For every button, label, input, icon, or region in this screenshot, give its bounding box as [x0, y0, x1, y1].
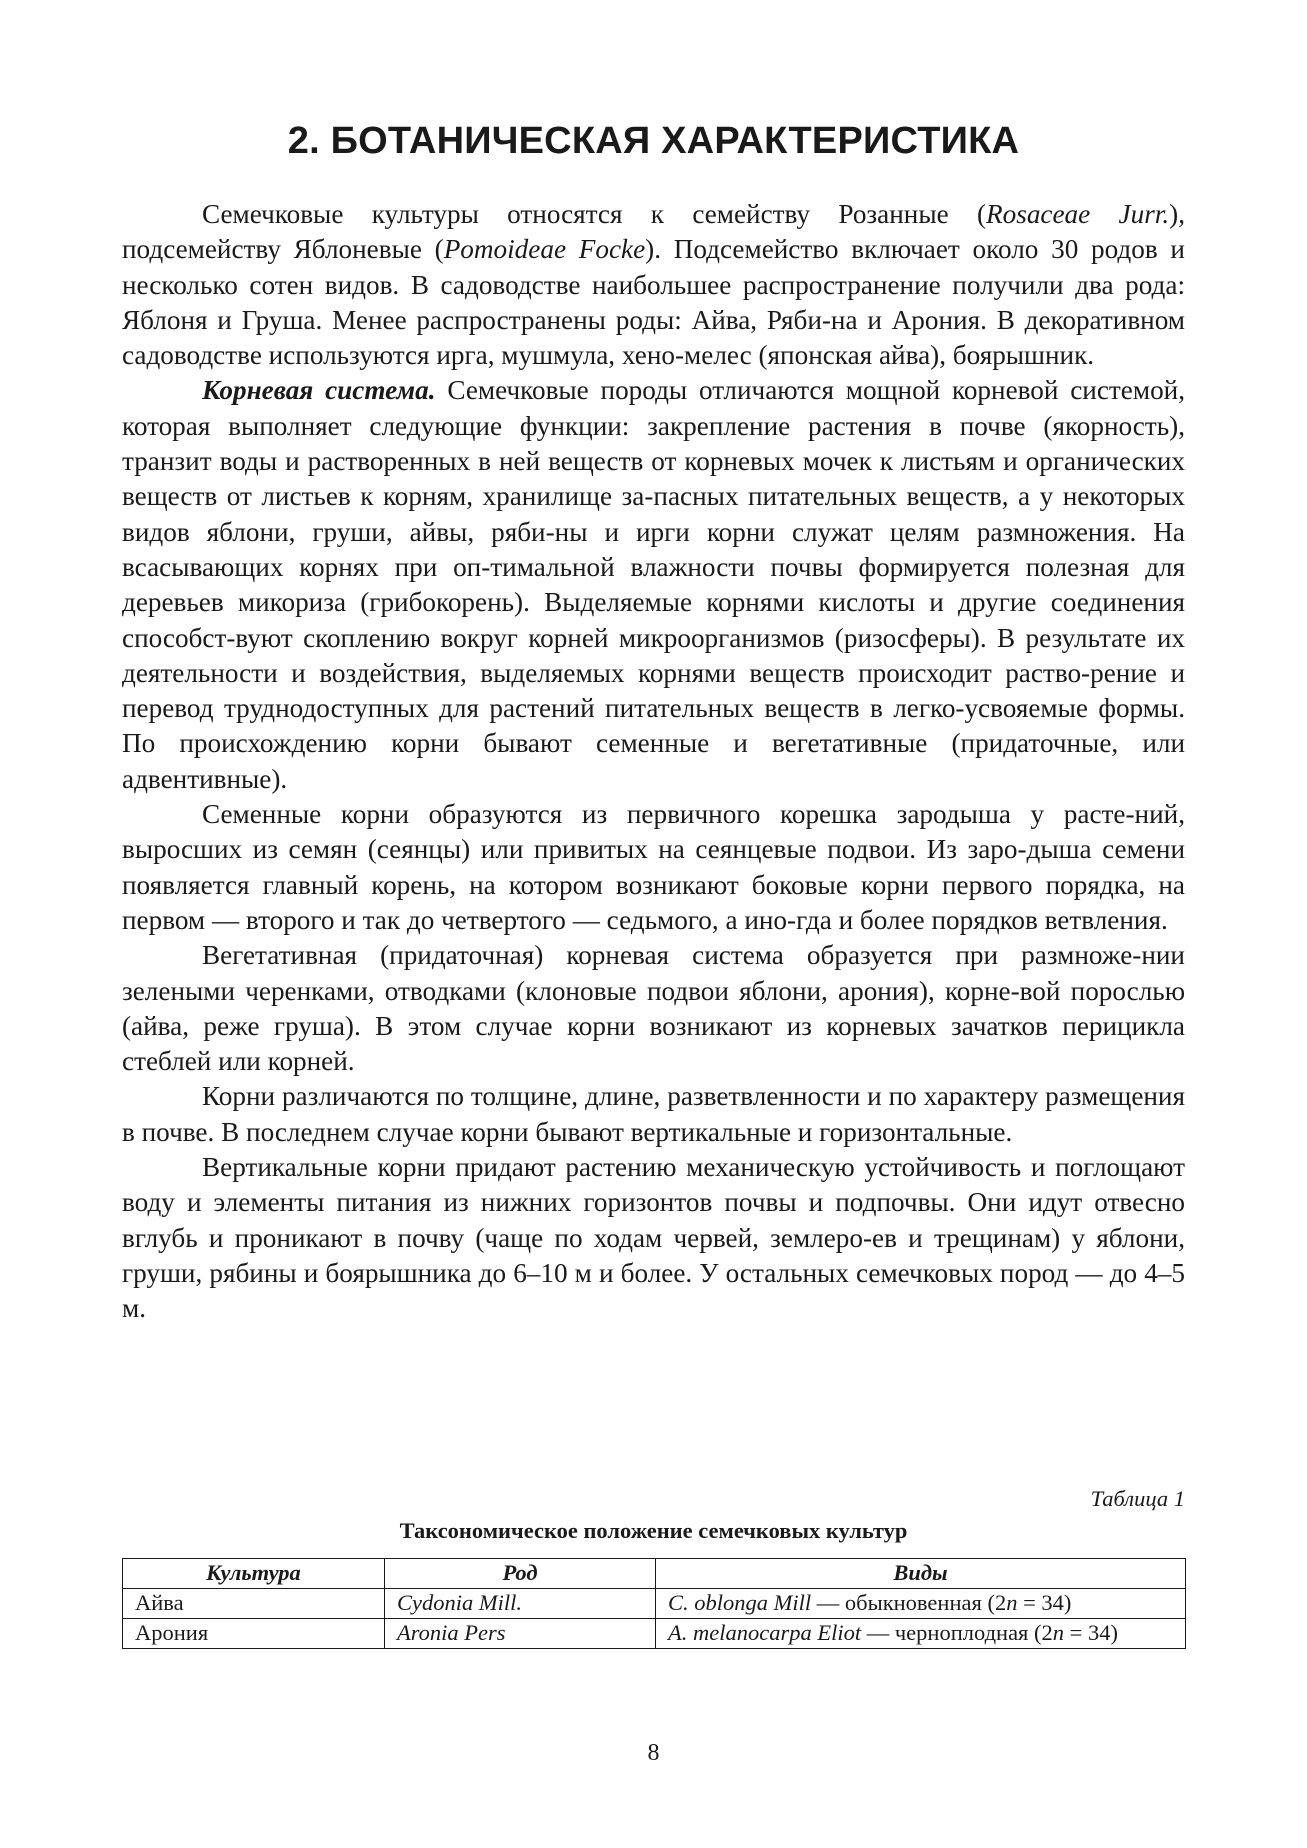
species-text: — обыкновенная (2 [811, 1590, 1007, 1615]
species-text: = 34) [1017, 1590, 1072, 1615]
table-title: Таксономическое положение семечковых культур [399, 1518, 908, 1543]
species-text: — черноплодная (2 [861, 1620, 1053, 1645]
page-title: 2. БОТАНИЧЕСКАЯ ХАРАКТЕРИСТИКА [287, 120, 1020, 162]
species-latin: C. oblonga Mill [668, 1590, 812, 1615]
paragraph-intro [122, 197, 1185, 373]
paragraph-seed-roots: Семенные корни образуются из первичного корешка зародыша у расте-ний, выросших из семян (сеянцы) или привитых на сеянцевые подвои. Из заро-дыша семени появляется главный корень, на котором возникают боковые корни первого порядка, на первом — второго и так до четвертого — седьмого, а ино-гда и более порядков ветвления. [122, 799, 1185, 935]
paragraph-vertical-roots: Вертикальные корни придают растению механическую устойчивость и поглощают воду и элементы питания из нижних горизонтов почвы и подпочвы. Они идут отвесно вглубь и проникают в почву (чаще по ходам червей, землеро-ев и трещинам) у яблони, груши, рябины и боярышника до 6–10 м и более. У остальных семечковых пород — до 4–5 м. [122, 1152, 1185, 1324]
column-header-genus: Род [385, 1559, 656, 1589]
table-row [123, 1589, 1186, 1619]
taxonomy-table [122, 1558, 1186, 1649]
species-text: = 34) [1064, 1620, 1118, 1645]
run-in-heading: Корневая система. [202, 375, 436, 406]
species-cell [656, 1589, 1186, 1619]
paragraph-text: Семечковые культуры относятся к семейству Розанные ( [202, 199, 987, 229]
genus-cell: Cydonia Mill. [385, 1589, 656, 1619]
table-header-row [123, 1559, 1186, 1589]
species-latin: A. melanocarpa Eliot [668, 1620, 862, 1645]
paragraph-root-differences: Корни различаются по толщине, длине, разветвленности и по характеру размещения в почве. В последнем случае корни бывают вертикальные и горизонтальные. [122, 1081, 1185, 1147]
column-header-culture: Культура [123, 1559, 385, 1589]
paragraph-text: ), подсемейству Яблоневые ( [122, 199, 1186, 265]
chromosome-n: n [1006, 1590, 1018, 1615]
paragraph-root-system [122, 373, 1185, 797]
column-header-species: Виды [656, 1559, 1186, 1589]
latin-name: Rosaceae Jurr. [986, 199, 1170, 229]
table-caption: Таблица 1 [1090, 1486, 1185, 1511]
body-text [122, 197, 1185, 1327]
paragraph-text: ). Подсемейство включает около 30 родов и несколько сотен видов. В садоводстве наибольшее распространение получили два рода: Яблоня и Груша. Менее распространены роды: Айва, Ряби-на и Арония. В декоративном садоводстве используются ирга, мушмула, хено-мелес (японская айва), боярышник. [122, 234, 1185, 371]
species-cell [656, 1619, 1186, 1649]
culture-cell: Арония [123, 1619, 385, 1649]
table-row [123, 1619, 1186, 1649]
genus-cell: Aronia Pers [385, 1619, 656, 1649]
chromosome-n: n [1052, 1620, 1065, 1645]
page-number: 8 [647, 1740, 660, 1766]
paragraph-text: Семечковые породы отличаются мощной корневой системой, которая выполняет следующие функции: закрепление растения в почве (якорность), транзит воды и растворенных в ней веществ от корневых мочек к листьям и органических веществ от листьев к корням, хранилище за-пасных питательных веществ, а у некоторых видов яблони, груши, айвы, ряби-ны и ирги корни служат целям размножения. На всасывающих корнях при оп-тимальной влажности почвы формируется полезная для деревьев микориза (грибокорень). Выделяемые корнями кислоты и другие соединения способст-вуют скоплению вокруг корней микроорганизмов (ризосферы). В результате их деятельности и воздействия, выделяемых корнями веществ происходит раство-рение и перевод труднодоступных для растений питательных веществ в легко-усвояемые формы. По происхождению корни бывают семенные и вегетативные (придаточные, или адвентивные). [122, 375, 1186, 794]
paragraph-vegetative-roots: Вегетативная (придаточная) корневая система образуется при размноже-нии зелеными черенками, отводками (клоновые подвои яблони, арония), корне-вой порослью (айва, реже груша). В этом случае корни возникают из корневых зачатков перицикла стеблей или корней. [122, 940, 1185, 1077]
latin-name: Pomoideae Focke [443, 234, 646, 265]
culture-cell: Айва [123, 1589, 385, 1619]
